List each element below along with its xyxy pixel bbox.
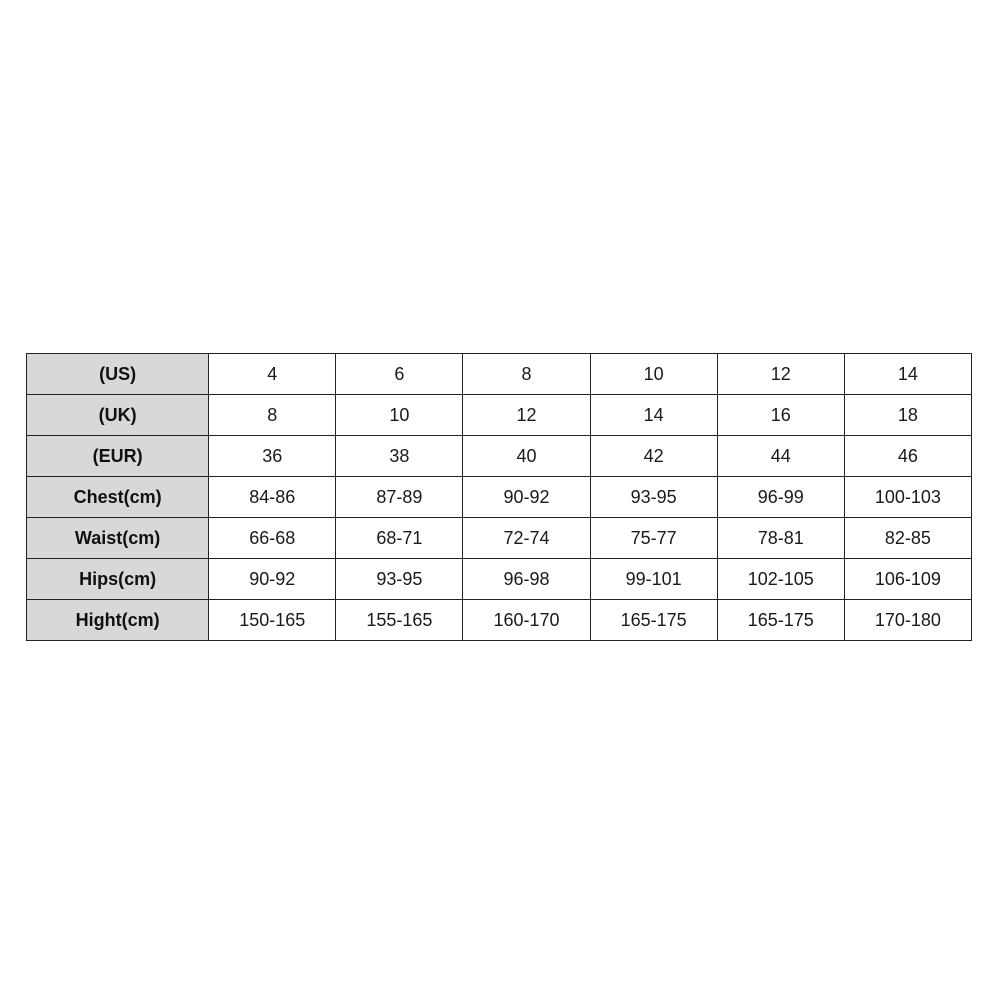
- size-cell: 40: [463, 436, 590, 477]
- size-cell: 38: [336, 436, 463, 477]
- size-chart-table: [26, 353, 972, 641]
- size-cell: 102-105: [717, 559, 844, 600]
- size-cell: 150-165: [209, 600, 336, 641]
- size-cell: 96-99: [717, 477, 844, 518]
- size-cell: 12: [717, 354, 844, 395]
- size-cell: 68-71: [336, 518, 463, 559]
- size-cell: 93-95: [336, 559, 463, 600]
- size-cell: 66-68: [209, 518, 336, 559]
- size-row-height: [27, 600, 972, 641]
- row-header-chest: Chest(cm): [27, 477, 209, 518]
- size-cell: 44: [717, 436, 844, 477]
- size-cell: 8: [463, 354, 590, 395]
- size-chart-body: [27, 354, 972, 641]
- row-header-hips: Hips(cm): [27, 559, 209, 600]
- size-cell: 4: [209, 354, 336, 395]
- size-cell: 165-175: [590, 600, 717, 641]
- size-cell: 82-85: [844, 518, 971, 559]
- size-cell: 78-81: [717, 518, 844, 559]
- size-cell: 75-77: [590, 518, 717, 559]
- size-cell: 96-98: [463, 559, 590, 600]
- size-cell: 36: [209, 436, 336, 477]
- size-row-eur: [27, 436, 972, 477]
- size-cell: 90-92: [209, 559, 336, 600]
- size-cell: 46: [844, 436, 971, 477]
- row-header-waist: Waist(cm): [27, 518, 209, 559]
- row-header-us: (US): [27, 354, 209, 395]
- row-header-uk: (UK): [27, 395, 209, 436]
- size-cell: 155-165: [336, 600, 463, 641]
- size-cell: 170-180: [844, 600, 971, 641]
- size-cell: 87-89: [336, 477, 463, 518]
- size-cell: 42: [590, 436, 717, 477]
- size-cell: 10: [336, 395, 463, 436]
- size-row-us: [27, 354, 972, 395]
- size-cell: 165-175: [717, 600, 844, 641]
- size-cell: 18: [844, 395, 971, 436]
- size-cell: 160-170: [463, 600, 590, 641]
- size-cell: 99-101: [590, 559, 717, 600]
- size-row-chest: [27, 477, 972, 518]
- size-cell: 93-95: [590, 477, 717, 518]
- size-cell: 16: [717, 395, 844, 436]
- size-row-waist: [27, 518, 972, 559]
- size-cell: 106-109: [844, 559, 971, 600]
- size-cell: 14: [844, 354, 971, 395]
- size-cell: 84-86: [209, 477, 336, 518]
- size-cell: 8: [209, 395, 336, 436]
- size-cell: 14: [590, 395, 717, 436]
- size-cell: 90-92: [463, 477, 590, 518]
- size-cell: 10: [590, 354, 717, 395]
- size-row-uk: [27, 395, 972, 436]
- size-cell: 12: [463, 395, 590, 436]
- size-cell: 100-103: [844, 477, 971, 518]
- size-row-hips: [27, 559, 972, 600]
- row-header-eur: (EUR): [27, 436, 209, 477]
- row-header-height: Hight(cm): [27, 600, 209, 641]
- size-cell: 72-74: [463, 518, 590, 559]
- size-cell: 6: [336, 354, 463, 395]
